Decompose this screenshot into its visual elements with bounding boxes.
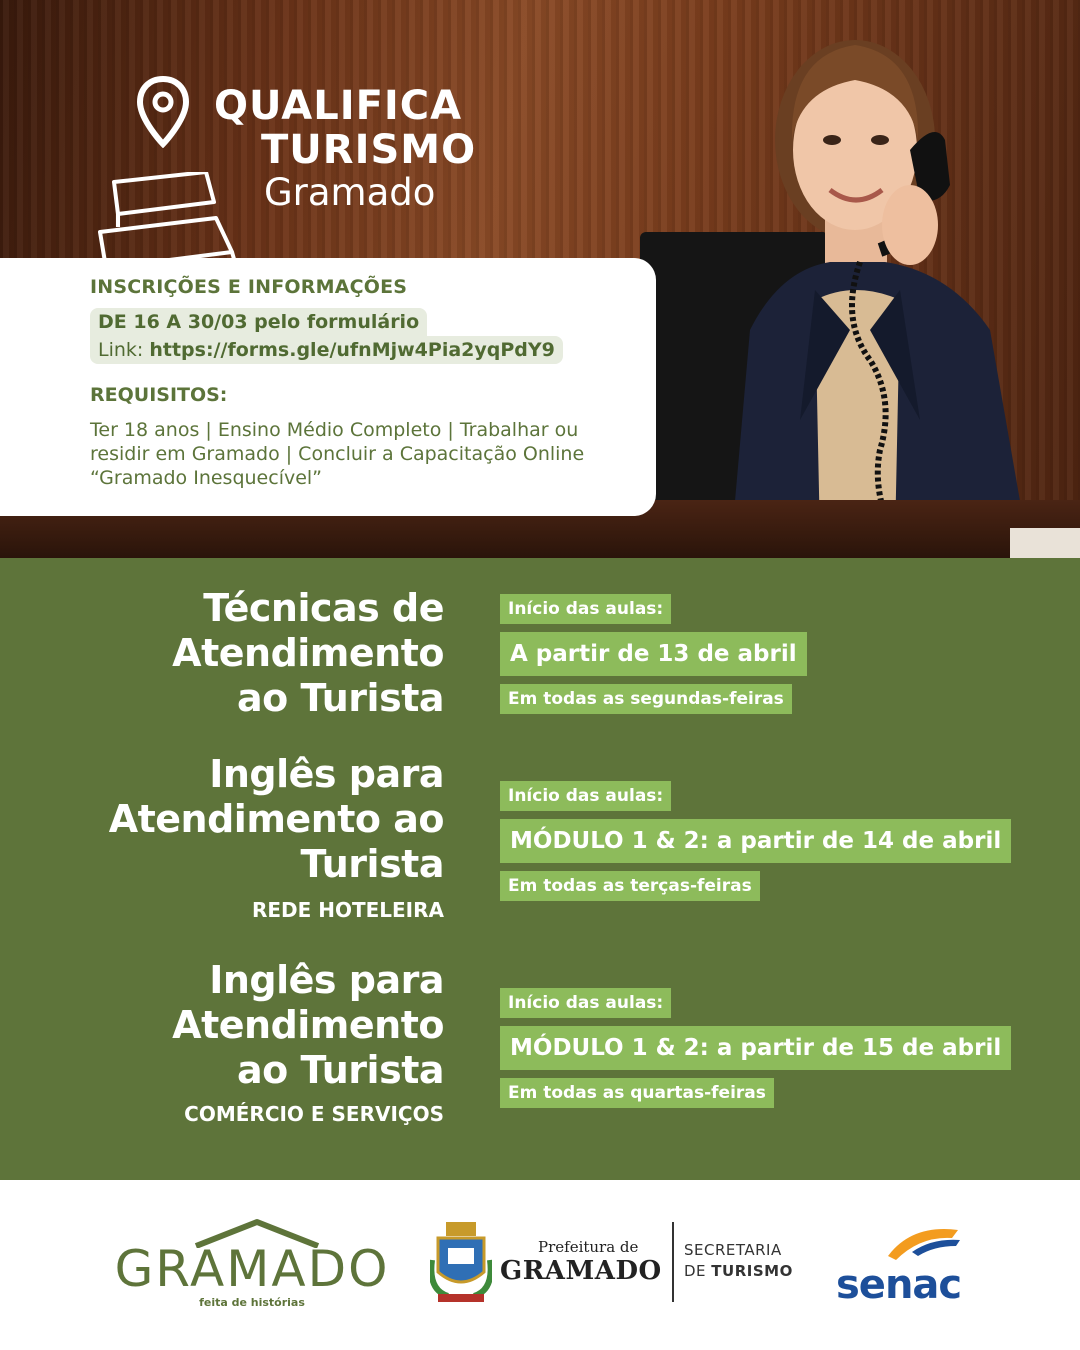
footer-divider — [672, 1222, 674, 1302]
course-3-start-label: Início das aulas: — [500, 988, 671, 1018]
course-2-weekday: Em todas as terças-feiras — [500, 871, 760, 901]
requirements-text: Ter 18 anos | Ensino Médio Completo | Trabalhar ou residir em Gramado | Concluir a Capacitação Online “Gramado Inesquecível” — [90, 419, 585, 489]
registration-link[interactable] — [90, 336, 563, 364]
course-title-2: Inglês para Atendimento ao Turista — [108, 752, 444, 886]
course-2-start-date: MÓDULO 1 & 2: a partir de 14 de abril — [500, 819, 1011, 863]
registration-dates: DE 16 A 30/03 pelo formulário — [90, 308, 427, 336]
registration-title: INSCRIÇÕES E INFORMAÇÕES — [90, 276, 408, 298]
courses-section — [0, 558, 1080, 1180]
sponsors-footer — [0, 1180, 1080, 1350]
registration-highlight — [90, 308, 563, 364]
logo-word-turismo: TURISMO — [261, 127, 477, 173]
requirements-title: REQUISITOS: — [90, 384, 228, 406]
course-title-1: Técnicas de Atendimento ao Turista — [172, 586, 444, 720]
logo-word-gramado: Gramado — [264, 171, 436, 214]
course-1-weekday: Em todas as segundas-feiras — [500, 684, 792, 714]
senac-wordmark: senac — [836, 1262, 962, 1308]
senac-logo — [832, 1222, 972, 1306]
secretaria-name: DE TURISMO — [684, 1262, 793, 1280]
course-3-start-date: MÓDULO 1 & 2: a partir de 15 de abril — [500, 1026, 1011, 1070]
gramado-wordmark: GRAMADO — [114, 1240, 390, 1298]
receptionist-photo — [720, 0, 1080, 558]
course-title-3: Inglês para Atendimento ao Turista — [172, 958, 444, 1092]
course-1-start-label: Início das aulas: — [500, 594, 671, 624]
desk-surface — [1010, 528, 1080, 558]
city-crest-icon — [430, 1220, 492, 1304]
course-3-subtitle: COMÉRCIO E SERVIÇOS — [184, 1102, 444, 1126]
prefeitura-label: Prefeitura de — [538, 1238, 639, 1256]
link-prefix: Link: — [98, 339, 150, 361]
course-2-start-label: Início das aulas: — [500, 781, 671, 811]
senac-swoosh-icon — [882, 1222, 962, 1262]
gramado-tagline: feita de histórias — [199, 1296, 305, 1309]
hero-banner — [0, 0, 1080, 558]
prefeitura-name: GRAMADO — [500, 1256, 662, 1286]
link-url[interactable]: https://forms.gle/ufnMjw4Pia2yqPdY9 — [149, 339, 555, 361]
qualifica-turismo-logo — [96, 76, 496, 226]
course-3-weekday: Em todas as quartas-feiras — [500, 1078, 774, 1108]
registration-info-card — [0, 258, 656, 516]
course-2-subtitle: REDE HOTELEIRA — [251, 898, 444, 922]
location-pin-icon — [136, 76, 190, 148]
secretaria-label: SECRETARIA — [684, 1241, 782, 1259]
gramado-brand-logo — [112, 1218, 392, 1308]
course-1-start-date: A partir de 13 de abril — [500, 632, 807, 676]
logo-word-qualifica: QUALIFICA — [214, 83, 463, 129]
